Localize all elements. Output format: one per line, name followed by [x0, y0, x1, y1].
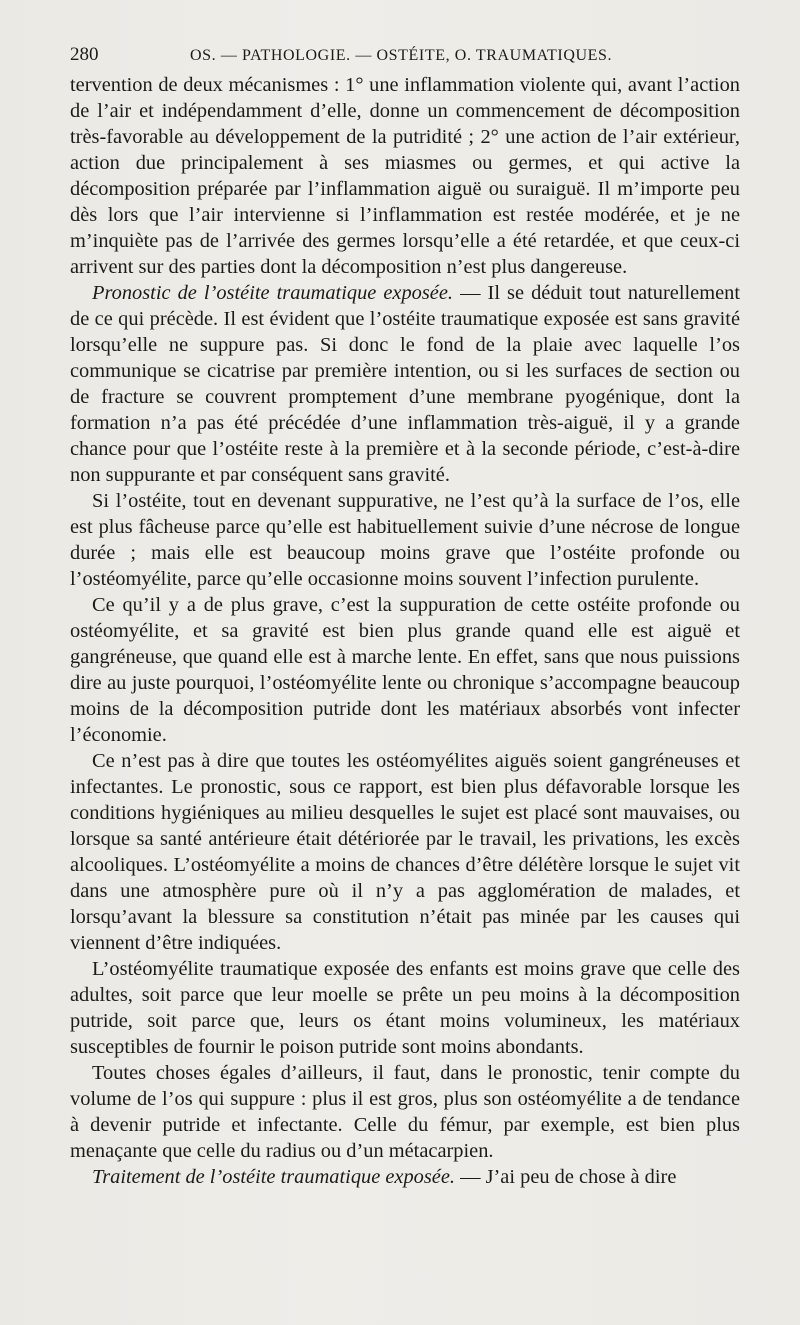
page-number: 280 — [70, 44, 99, 65]
paragraph-text: Si l’ostéite, tout en devenant suppurative, ne l’est qu’à la surface de l’os, elle est plus fâcheuse parce qu’elle est habituellement suivie d’une nécrose de longue durée ; mais elle est beaucoup moins grave que l’ostéite profonde ou l’ostéomyélite, parce qu’elle occasionne moins souvent l’infection purulente. — [70, 490, 740, 590]
paragraph-text: L’ostéomyélite traumatique exposée des enfants est moins grave que celle des adultes, soit parce que leur moelle se prête un peu moins à la décomposition putride, soit parce que, leurs os étant moins volumineux, les matériaux susceptibles de fournir le poison putride sont moins abondants. — [70, 958, 740, 1058]
paragraph — [70, 488, 740, 592]
paragraph-text: — J’ai peu de chose à dire — [455, 1166, 677, 1188]
running-header — [70, 44, 740, 66]
section-heading: Traitement de l’ostéite traumatique exposée. — [92, 1166, 455, 1188]
section-heading: Pronostic de l’ostéite traumatique exposée. — [92, 282, 454, 304]
paragraph-text: — Il se déduit tout naturellement de ce qui précède. Il est évident que l’ostéite traumatique exposée est sans gravité lorsqu’elle ne suppure pas. Si donc le fond de la plaie avec laquelle l’os communique se cicatrise par première intention, ou si les surfaces de section ou de fracture se couvrent promptement d’une membrane pyogénique, dont la formation n’a pas été précédée d’une inflammation très-aiguë, il y a grande chance pour que l’ostéite reste à la première et à la seconde période, c’est-à-dire non suppurante et par conséquent sans gravité. — [70, 282, 740, 486]
paragraph-text: Ce qu’il y a de plus grave, c’est la suppuration de cette ostéite profonde ou ostéomyélite, et sa gravité est bien plus grande quand elle est aiguë et gangréneuse, que quand elle est à marche lente. En effet, sans que nous puissions dire au juste pourquoi, l’ostéomyélite lente ou chronique s’accompagne beaucoup moins de la décomposition putride dont les matériaux absorbés vont infecter l’économie. — [70, 594, 740, 746]
paragraph-text: tervention de deux mécanismes : 1° une inflammation violente qui, avant l’action de l’air et indépendamment d’elle, donne un commencement de décomposition très-favorable au développement de la putridité ; 2° une action de l’air extérieur, action due principalement à ses miasmes ou germes, et qui active la décomposition préparée par l’inflammation aiguë ou suraiguë. Il m’importe peu dès lors que l’air intervienne si l’inflammation est restée modérée, et je ne m’inquiète pas de l’arrivée des germes lorsqu’elle a été retardée, et que ceux-ci arrivent sur des parties dont la décomposition n’est plus dangereuse. — [70, 74, 740, 278]
paragraph — [70, 1060, 740, 1164]
page-body — [70, 72, 740, 1190]
paragraph-text: Toutes choses égales d’ailleurs, il faut, dans le pronostic, tenir compte du volume de l’os qui suppure : plus il est gros, plus son ostéomyélite a de tendance à devenir putride et infectante. Celle du fémur, par exemple, est bien plus menaçante que celle du radius ou d’un métacarpien. — [70, 1062, 740, 1162]
paragraph — [70, 748, 740, 956]
paragraph — [70, 280, 740, 488]
paragraph — [70, 956, 740, 1060]
running-title: OS. — PATHOLOGIE. — OSTÉITE, O. TRAUMATIQUES. — [190, 47, 613, 64]
paragraph-text: Ce n’est pas à dire que toutes les ostéomyélites aiguës soient gangréneuses et infectantes. Le pronostic, sous ce rapport, est bien plus défavorable lorsque les conditions hygiéniques au milieu desquelles le sujet est placé sont mauvaises, ou lorsque sa santé antérieure était détériorée par le travail, les privations, les excès alcooliques. L’ostéomyélite a moins de chances d’être délétère lorsque le sujet vit dans une atmosphère pure où il n’y a pas agglomération de malades, et lorsqu’avant la blessure sa constitution n’était pas minée par les causes qui viennent d’être indiquées. — [70, 750, 740, 954]
paragraph — [70, 72, 740, 280]
paragraph — [70, 1164, 740, 1190]
paragraph — [70, 592, 740, 748]
